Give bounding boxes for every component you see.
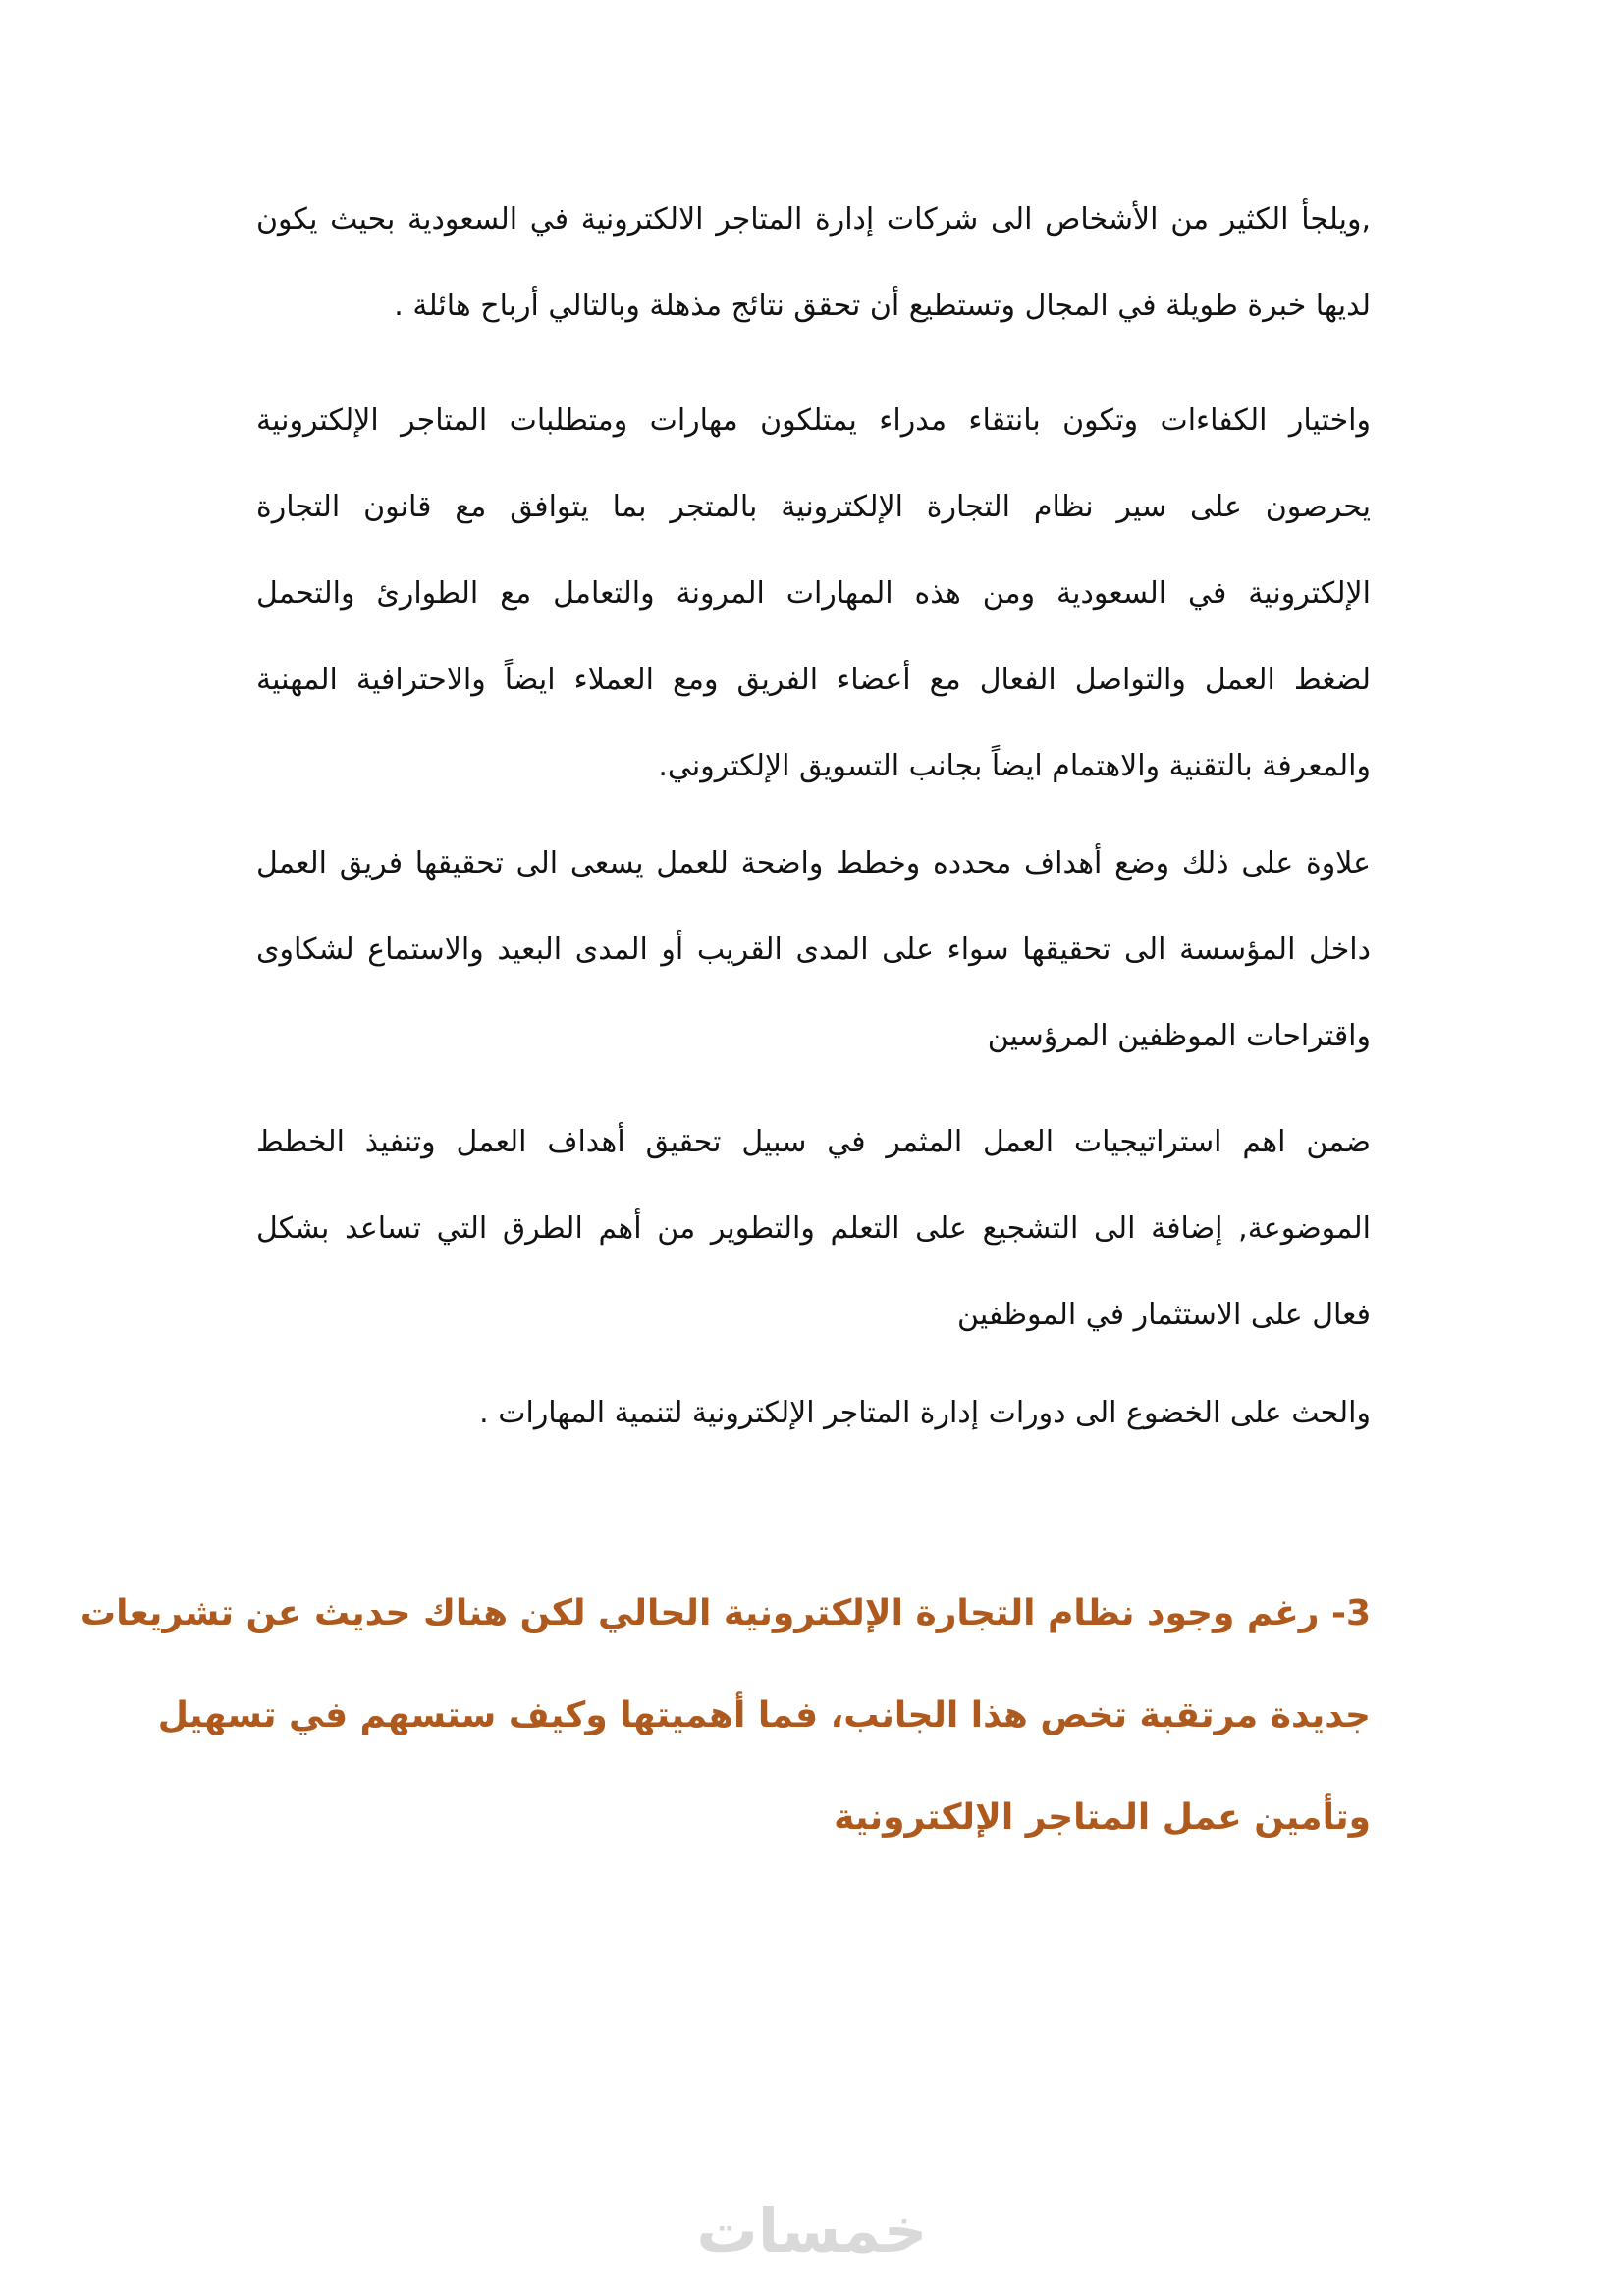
body-paragraph bbox=[256, 378, 1371, 810]
text-line: يحرصون على سير نظام التجارة الإلكترونية بالمتجر بما يتوافق مع قانون التجارة bbox=[256, 490, 1371, 524]
heading-line: وتأمين عمل المتاجر الإلكترونية bbox=[834, 1797, 1371, 1838]
text-line: ,ويلجأ الكثير من الأشخاص الى شركات إدارة المتاجر الالكترونية في السعودية بحيث يكون bbox=[256, 202, 1371, 237]
text-line: والحث على الخضوع الى دورات إدارة المتاجر الإلكترونية لتنمية المهارات . bbox=[479, 1396, 1371, 1430]
text-line: لديها خبرة طويلة في المجال وتستطيع أن تحقق نتائج مذهلة وبالتالي أرباح هائلة . bbox=[394, 289, 1371, 323]
text-line: ضمن اهم استراتيجيات العمل المثمر في سبيل تحقيق أهداف العمل وتنفيذ الخطط bbox=[256, 1125, 1371, 1159]
heading-line: 3- رغم وجود نظام التجارة الإلكترونية الحالي لكن هناك حديث عن تشريعات bbox=[80, 1593, 1371, 1633]
body-paragraph bbox=[256, 1099, 1371, 1359]
body-paragraph bbox=[256, 821, 1371, 1080]
text-line: علاوة على ذلك وضع أهداف محدده وخطط واضحة للعمل يسعى الى تحقيقها فريق العمل bbox=[256, 846, 1371, 881]
body-paragraph bbox=[256, 177, 1371, 349]
text-line: فعال على الاستثمار في الموظفين bbox=[957, 1298, 1371, 1332]
text-line: داخل المؤسسة الى تحقيقها سواء على المدى القريب أو المدى البعيد والاستماع لشكاوى bbox=[256, 933, 1371, 967]
text-line: واقتراحات الموظفين المرؤسين bbox=[987, 1019, 1371, 1053]
text-line: والمعرفة بالتقنية والاهتمام ايضاً بجانب التسويق الإلكتروني. bbox=[658, 749, 1371, 783]
section-heading bbox=[80, 1563, 1371, 1869]
khamsat-logo-watermark: خمسات bbox=[696, 2195, 928, 2267]
text-line: واختيار الكفاءات وتكون بانتقاء مدراء يمتلكون مهارات ومتطلبات المتاجر الإلكترونية bbox=[256, 403, 1371, 438]
text-line: الموضوعة, إضافة الى التشجيع على التعلم والتطوير من أهم الطرق التي تساعد بشكل bbox=[256, 1211, 1371, 1246]
text-line: لضغط العمل والتواصل الفعال مع أعضاء الفريق ومع العملاء ايضاً والاحترافية المهنية bbox=[256, 663, 1371, 697]
body-paragraph bbox=[256, 1370, 1371, 1457]
text-line: الإلكترونية في السعودية ومن هذه المهارات المرونة والتعامل مع الطوارئ والتحمل bbox=[256, 576, 1371, 611]
heading-line: جديدة مرتقبة تخص هذا الجانب، فما أهميتها وكيف ستسهم في تسهيل bbox=[157, 1695, 1371, 1735]
